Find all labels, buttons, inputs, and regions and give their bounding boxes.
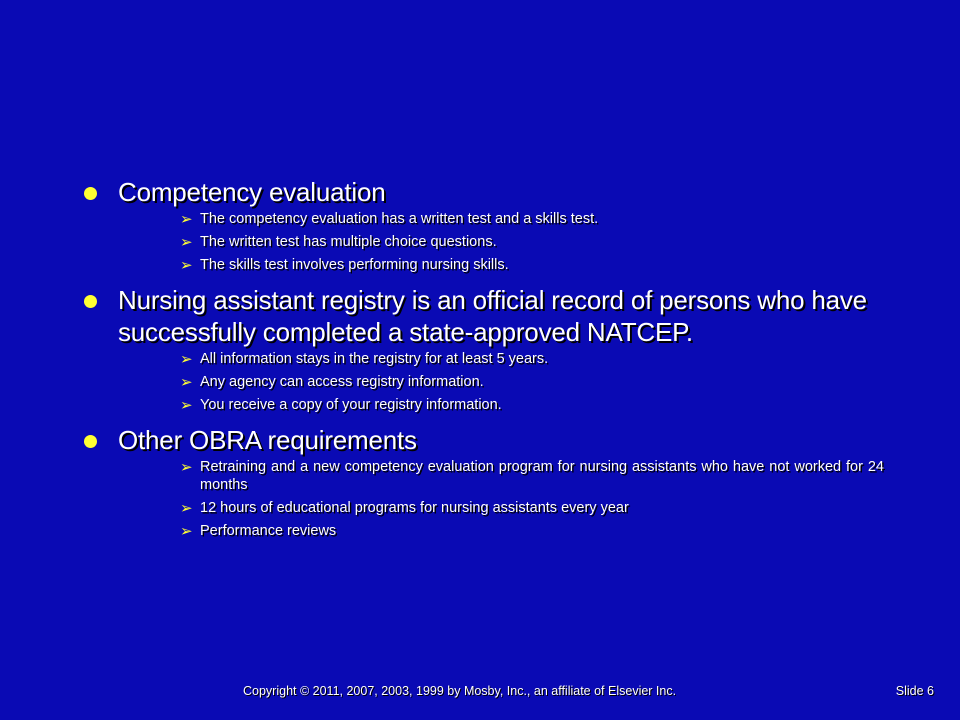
sub-bullet-text: The written test has multiple choice questions. — [200, 234, 497, 250]
arrow-bullet-icon: ➢ — [180, 458, 193, 476]
sub-bullet-item — [180, 256, 884, 274]
circle-bullet-icon — [84, 295, 97, 308]
sub-bullet-text: All information stays in the registry for at least 5 years. — [200, 351, 549, 367]
sub-bullet-item — [180, 373, 884, 391]
slide-content — [84, 176, 884, 545]
bullet-item — [84, 284, 884, 414]
sub-bullet-list — [118, 210, 884, 274]
bullet-text: Other OBRA requirements — [118, 425, 417, 455]
bullet-item — [84, 424, 884, 540]
sub-bullet-item — [180, 499, 884, 517]
sub-bullet-item — [180, 522, 884, 540]
bullet-text: Competency evaluation — [118, 177, 386, 207]
sub-bullet-item — [180, 233, 884, 251]
sub-bullet-text: Retraining and a new competency evaluation program for nursing assistants who have not worked for 24 months — [200, 459, 884, 493]
sub-bullet-text: Performance reviews — [200, 523, 337, 539]
arrow-bullet-icon: ➢ — [180, 350, 193, 368]
sub-bullet-list — [118, 350, 884, 414]
sub-bullet-text: The competency evaluation has a written test and a skills test. — [200, 211, 599, 227]
arrow-bullet-icon: ➢ — [180, 210, 193, 228]
sub-bullet-text: Any agency can access registry information. — [200, 374, 484, 390]
arrow-bullet-icon: ➢ — [180, 373, 193, 391]
arrow-bullet-icon: ➢ — [180, 522, 193, 540]
sub-bullet-list — [118, 458, 884, 540]
arrow-bullet-icon: ➢ — [180, 233, 193, 251]
circle-bullet-icon — [84, 187, 97, 200]
sub-bullet-item — [180, 396, 884, 414]
sub-bullet-item — [180, 210, 884, 228]
slide-number: Slide 6 — [895, 684, 934, 698]
arrow-bullet-icon: ➢ — [180, 396, 193, 414]
sub-bullet-item — [180, 458, 884, 494]
arrow-bullet-icon: ➢ — [180, 256, 193, 274]
sub-bullet-item — [180, 350, 884, 368]
sub-bullet-text: The skills test involves performing nursing skills. — [200, 257, 509, 273]
copyright-notice: Copyright © 2011, 2007, 2003, 1999 by Mosby, Inc., an affiliate of Elsevier Inc. — [243, 684, 677, 698]
arrow-bullet-icon: ➢ — [180, 499, 193, 517]
sub-bullet-text: You receive a copy of your registry information. — [200, 397, 502, 413]
bullet-text: Nursing assistant registry is an official record of persons who have successfully completed a state-approved NATCEP. — [118, 285, 867, 347]
circle-bullet-icon — [84, 435, 97, 448]
sub-bullet-text: 12 hours of educational programs for nursing assistants every year — [200, 500, 629, 516]
bullet-item — [84, 176, 884, 274]
